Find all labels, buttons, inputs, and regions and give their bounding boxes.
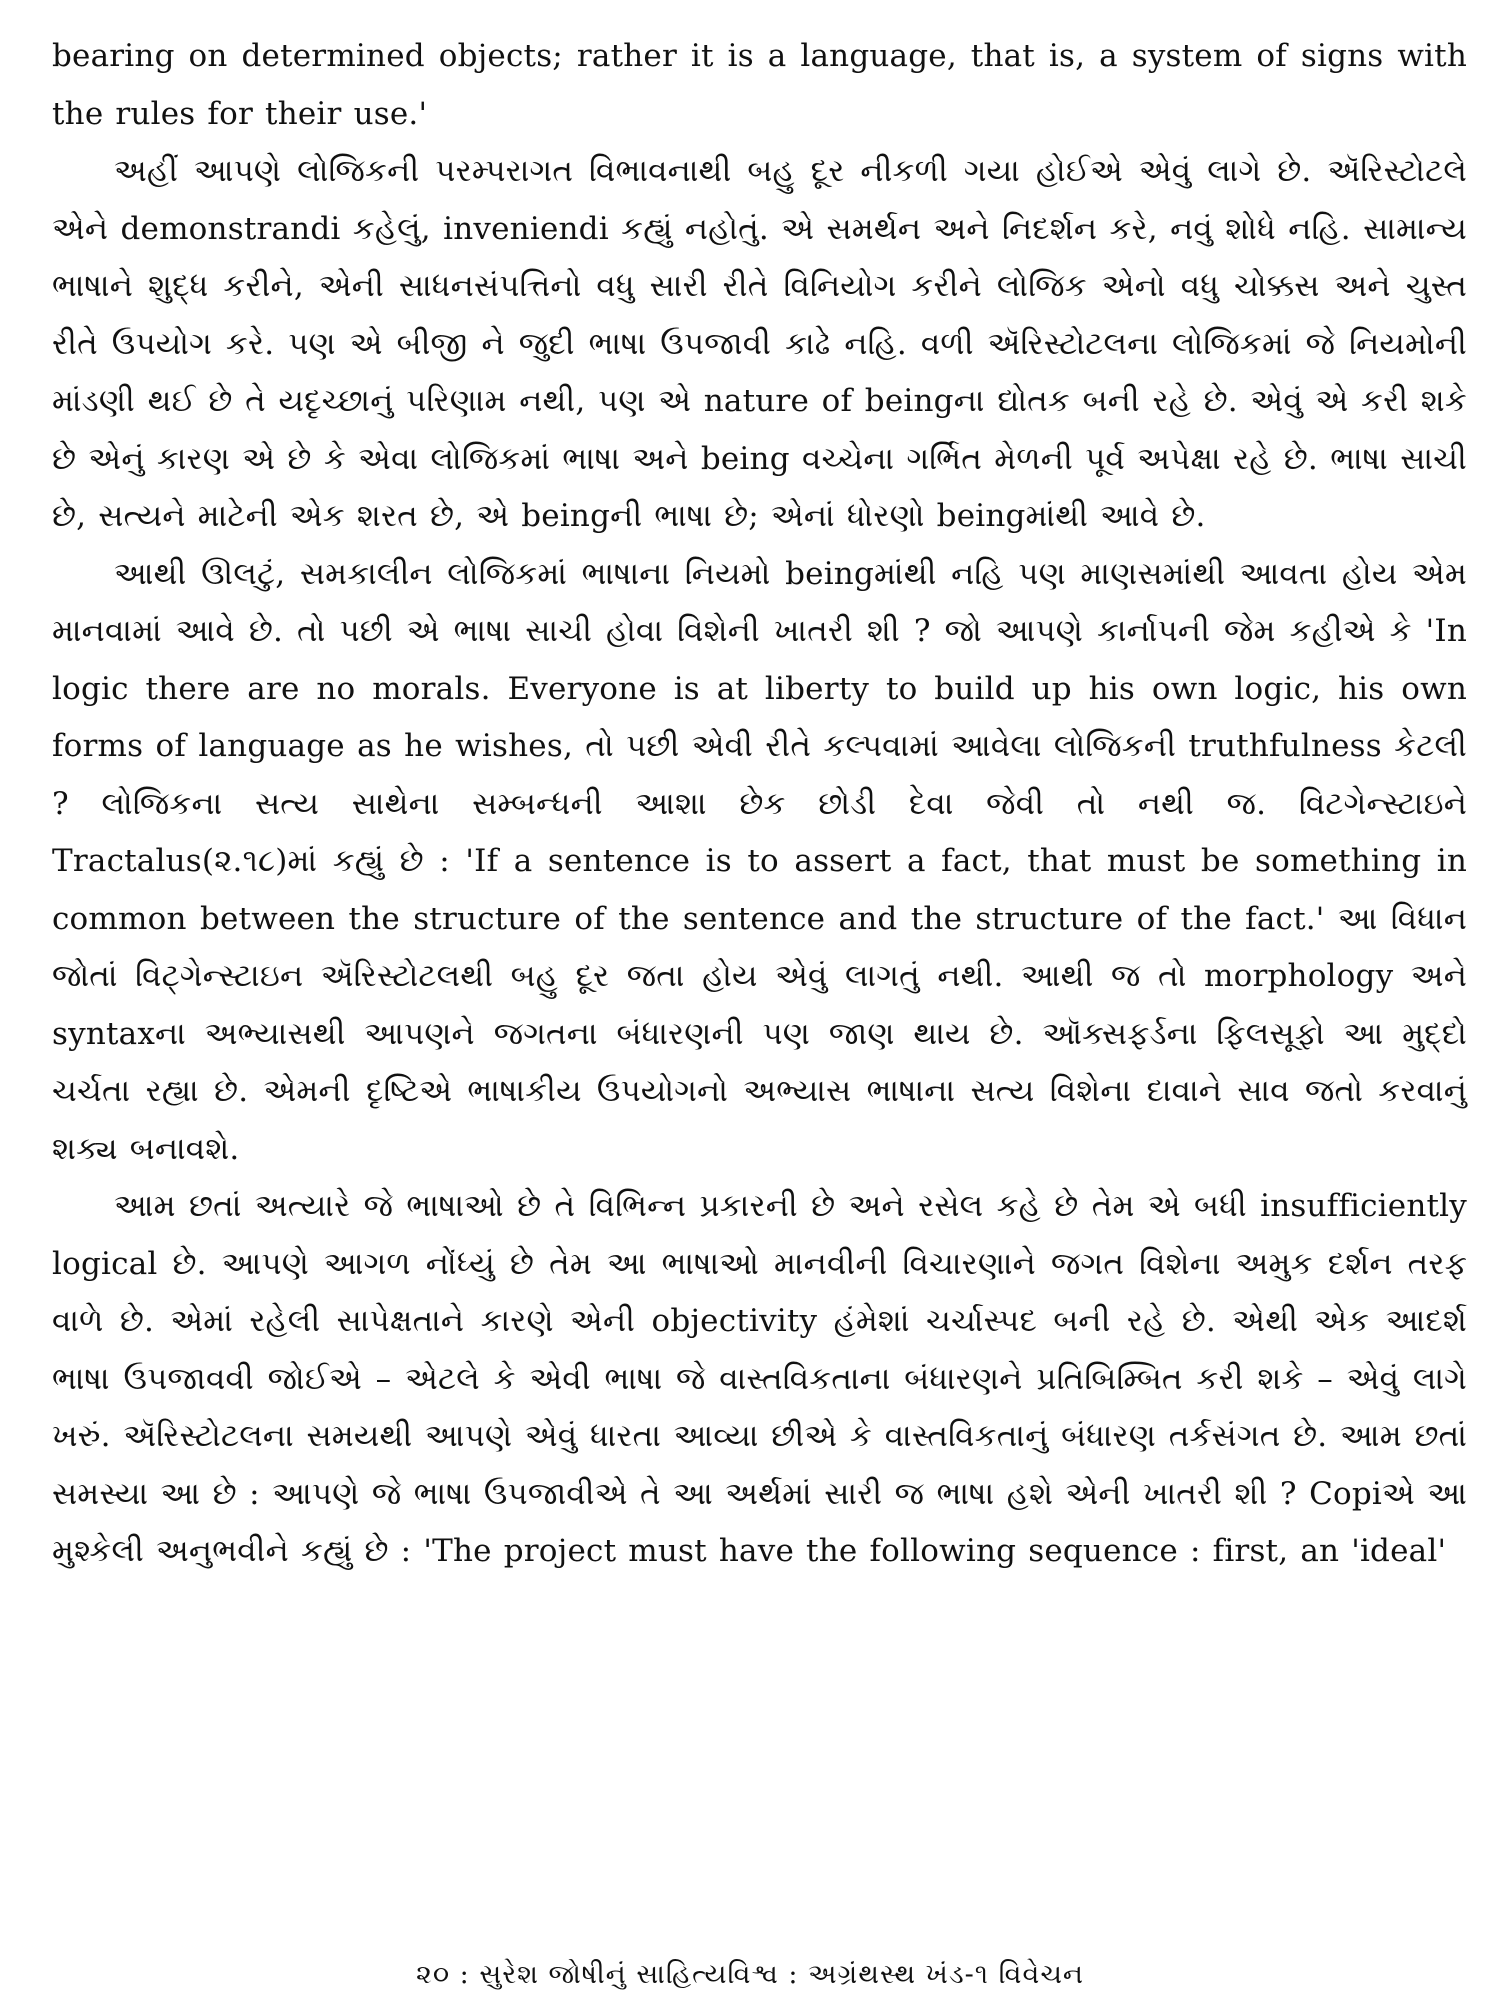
page-body — [52, 28, 1467, 1928]
page-footer: ૨૦ : સુરેશ જોષીનું સાહિત્યવિશ્વ : અગ્રંથસ્થ ખંડ-૧ વિવેચન — [415, 1959, 1085, 1990]
paragraph-continuation: bearing on determined objects; rather it is a language, that is, a system of signs with the rules for their use.' — [52, 38, 1467, 132]
paragraph-ideal-language: આમ છતાં અત્યારે જે ભાષાઓ છે તે વિભિન્ન પ્રકારની છે અને રસેલ કહે છે તેમ એ બધી insufficiently logical છે. આપણે આગળ નોંધ્યું છે તેમ આ ભાષાઓ માનવીની વિચારણાને જગત વિશેના અમુક દર્શન તરફ વાળે છે. એમાં રહેલી સાપેક્ષતાને કારણે એની objectivity હંમેશાં ચર્ચાસ્પદ બની રહે છે. એથી એક આદર્શ ભાષા ઉપજાવવી જોઈએ – એટલે કે એવી ભાષા જે વાસ્તવિકતાના બંધારણને પ્રતિબિમ્બિત કરી શકે – એવું લાગે ખરું. ઍરિસ્ટોટલના સમયથી આપણે એવું ધારતા આવ્યા છીએ કે વાસ્તવિકતાનું બંધારણ તર્કસંગત છે. આમ છતાં સમસ્યા આ છે : આપણે જે ભાષા ઉપજાવીએ તે આ અર્થમાં સારી જ ભાષા હશે એની ખાતરી શી ? Copiએ આ મુશ્કેલી અનુભવીને કહ્યું છે : 'The project must have the following sequence : first, an 'ideal' — [52, 1188, 1467, 1569]
paragraph-contemporary-logic: આથી ઊલટું, સમકાલીન લોજિકમાં ભાષાના નિયમો beingમાંથી નહિ પણ માણસમાંથી આવતા હોય એમ માનવામાં આવે છે. તો પછી એ ભાષા સાચી હોવા વિશેની ખાતરી શી ? જો આપણે કાર્નાપની જેમ કહીએ કે 'In logic there are no morals. Everyone is at liberty to build up his own logic, his own forms of language as he wishes, તો પછી એવી રીતે કલ્પવામાં આવેલા લોજિકની truthfulness કેટલી ? લોજિકના સત્ય સાથેના સમ્બન્ધની આશા છેક છોડી દેવા જેવી તો નથી જ. વિટગેન્સ્ટાઇને Tractalus(૨.૧૮)માં કહ્યું છે : 'If a sentence is to assert a fact, that must be something in common between the structure of the sentence and the structure of the fact.' આ વિધાન જોતાં વિટ્ગેન્સ્ટાઇન ઍરિસ્ટોટલથી બહુ દૂર જતા હોય એવું લાગતું નથી. આથી જ તો morphology અને syntaxના અભ્યાસથી આપણને જગતના બંધારણની પણ જાણ થાય છે. ઑક્સફર્ડના ફિલસૂફો આ મુદ્દો ચર્ચતા રહ્યા છે. એમની દૃષ્ટિએ ભાષાકીય ઉપયોગનો અભ્યાસ ભાષાના સત્ય વિશેના દાવાને સાવ જતો કરવાનું શક્ય બનાવશે. — [52, 555, 1467, 1167]
paragraph-logic-tradition: અહીં આપણે લોજિકની પરમ્પરાગત વિભાવનાથી બહુ દૂર નીકળી ગયા હોઈએ એવું લાગે છે. ઍરિસ્ટોટલે એને demonstrandi કહેલું, inveniendi કહ્યું નહોતું. એ સમર્થન અને નિદર્શન કરે, નવું શોધે નહિ. સામાન્ય ભાષાને શુદ્ધ કરીને, એની સાધનસંપત્તિનો વધુ સારી રીતે વિનિયોગ કરીને લોજિક એનો વધુ ચોક્કસ અને ચુસ્ત રીતે ઉપયોગ કરે. પણ એ બીજી ને જુદી ભાષા ઉપજાવી કાઢે નહિ. વળી ઍરિસ્ટોટલના લોજિકમાં જે નિયમોની માંડણી થઈ છે તે યદૃચ્છાનું પરિણામ નથી, પણ એ nature of beingના દ્યોતક બની રહે છે. એવું એ કરી શકે છે એનું કારણ એ છે કે એવા લોજિકમાં ભાષા અને being વચ્ચેના ગર્ભિત મેળની પૂર્વ અપેક્ષા રહે છે. ભાષા સાચી છે, સત્યને માટેની એક શરત છે, એ beingની ભાષા છે; એનાં ધોરણો beingમાંથી આવે છે. — [52, 153, 1468, 534]
